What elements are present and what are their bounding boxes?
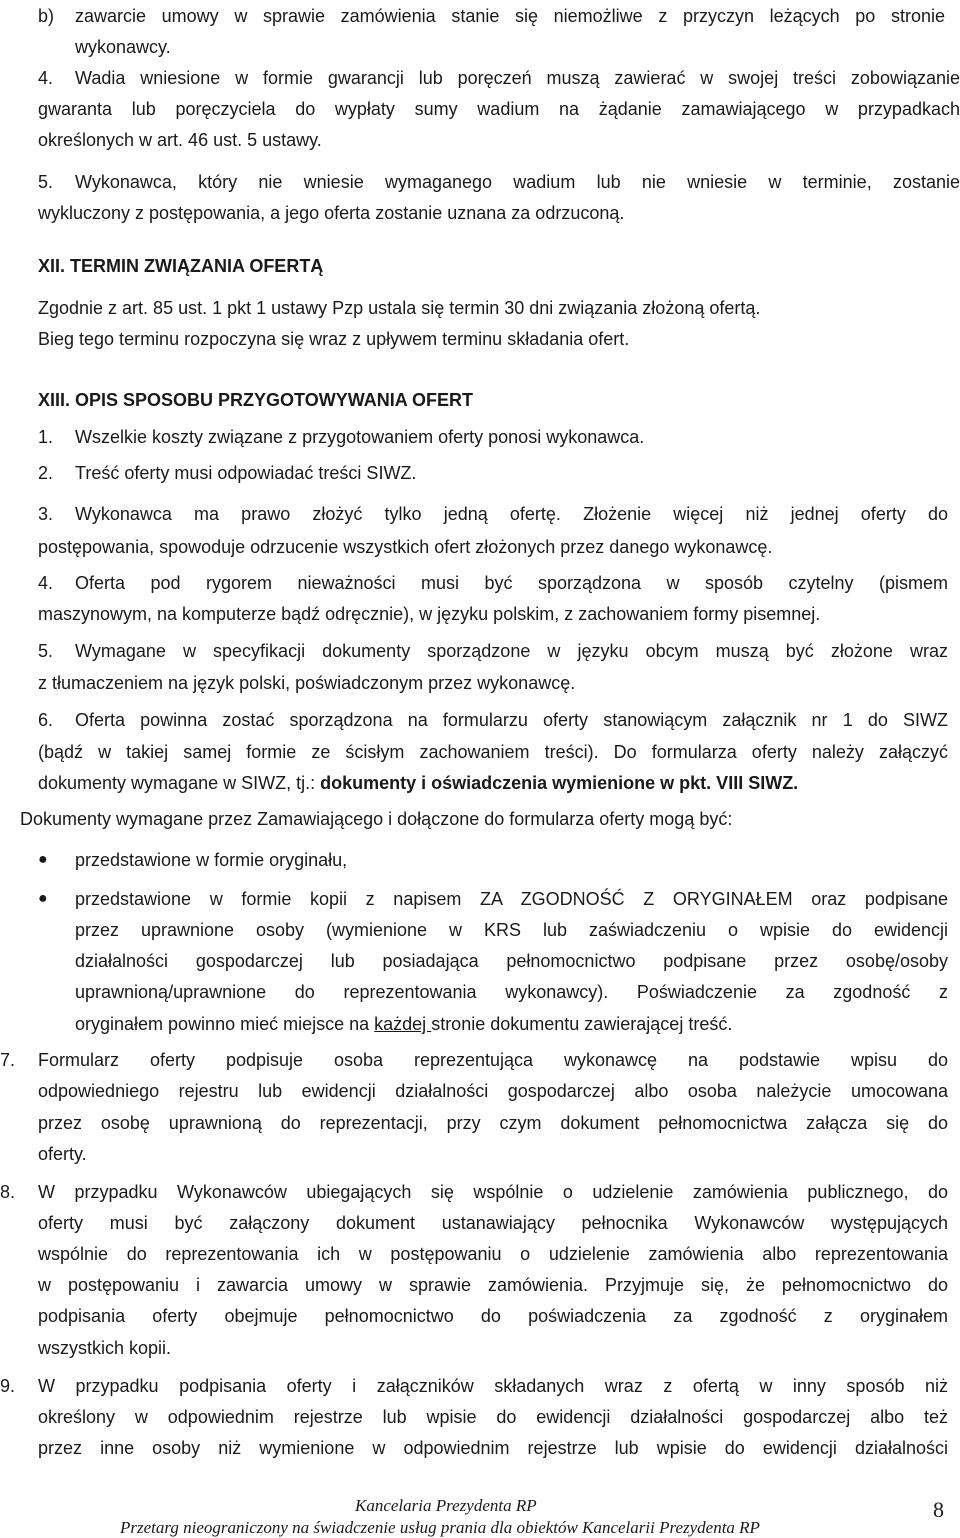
- item-number: 1.: [38, 427, 54, 447]
- text-line: odpowiedniego rejestru lub ewidencji działalności gospodarczej albo osoba należycie umocowana: [38, 1081, 948, 1101]
- footer-tender-title: Przetarg nieograniczony na świadczenie usług prania dla obiektów Kancelarii Prezydenta RP: [120, 1518, 760, 1537]
- text-line: Oferta powinna zostać sporządzona na formularzu oferty stanowiącym załącznik nr 1 do SIWZ: [75, 710, 948, 730]
- text-line: W przypadku Wykonawców ubiegających się wspólnie o udzielenie zamówienia publicznego, do: [38, 1182, 948, 1202]
- text-line: zawarcie umowy w sprawie zamówienia stanie się niemożliwe z przyczyn leżących po stronie: [75, 6, 945, 26]
- text-line: działalności gospodarczej lub posiadająca pełnomocnictwo podpisane przez osobę/osoby: [75, 951, 948, 971]
- item-number: 4.: [38, 573, 54, 593]
- text-run: dokumenty wymagane w SIWZ, tj.:: [38, 773, 321, 793]
- text-line: maszynowym, na komputerze bądź odręcznie), w języku polskim, z zachowaniem formy pisemnej.: [38, 604, 821, 624]
- text-line: oferty.: [38, 1144, 87, 1164]
- bullet-icon: ●: [38, 890, 48, 907]
- text-line: W przypadku podpisania oferty i załączników składanych wraz z ofertą w inny sposób niż: [38, 1376, 948, 1396]
- text-line: Wszelkie koszty związane z przygotowaniem oferty ponosi wykonawca.: [75, 427, 645, 447]
- text-line: wszystkich kopii.: [38, 1338, 172, 1358]
- text-line: przedstawione w formie oryginału,: [75, 850, 348, 870]
- item-number: 9.: [0, 1376, 16, 1396]
- text-line: z tłumaczeniem na język polski, poświadczonym przez wykonawcę.: [38, 673, 576, 693]
- text-line: gwaranta lub poręczyciela do wypłaty sumy wadium na żądanie zamawiającego w przypadkach: [38, 99, 960, 119]
- item-number: 5.: [38, 641, 54, 661]
- text-line: Wykonawca ma prawo złożyć tylko jedną ofertę. Złożenie więcej niż jednej oferty do: [75, 504, 948, 524]
- text-line: podpisania oferty obejmuje pełnomocnictwo do poświadczenia za zgodność z oryginałem: [38, 1306, 948, 1326]
- text-line: wspólnie do reprezentowania ich w postępowaniu o udzielenie zamówienia albo reprezentowania: [38, 1244, 948, 1264]
- text-line: [75, 1013, 732, 1035]
- item-number: 8.: [0, 1182, 16, 1202]
- item-number: 6.: [38, 710, 54, 730]
- text-line: Zgodnie z art. 85 ust. 1 pkt 1 ustawy Pzp ustala się termin 30 dni związania złożoną ofertą.: [38, 298, 761, 318]
- text-line: [38, 772, 798, 794]
- text-line: (bądź w takiej samej formie ze ścisłym zachowaniem treści). Do formularza oferty należy załączyć: [38, 742, 948, 762]
- text-line: przez osobę uprawnioną do reprezentacji, przy czym dokument pełnomocnictwa załącza się do: [38, 1113, 948, 1133]
- underlined-word: każdej: [374, 1014, 432, 1034]
- text-line: określony w odpowiednim rejestrze lub wpisie do ewidencji działalności gospodarczej albo też: [38, 1407, 948, 1427]
- text-run: oryginałem powinno mieć miejsce na: [75, 1014, 375, 1034]
- bold-reference: dokumenty i oświadczenia wymienione w pkt. VIII SIWZ.: [320, 773, 799, 793]
- text-line: wykonawcy.: [75, 37, 171, 57]
- text-line: Wykonawca, który nie wniesie wymaganego wadium lub nie wniesie w terminie, zostanie: [75, 172, 960, 192]
- text-line: Dokumenty wymagane przez Zamawiającego i dołączone do formularza oferty mogą być:: [20, 809, 733, 829]
- bullet-icon: ●: [38, 851, 48, 868]
- item-number: 2.: [38, 463, 54, 483]
- text-line: Treść oferty musi odpowiadać treści SIWZ.: [75, 463, 417, 483]
- text-line: uprawnioną/uprawnione do reprezentowania wykonawcy). Poświadczenie za zgodność z: [75, 982, 948, 1002]
- text-line: w postępowaniu i zawarcia umowy w sprawie zamówienia. Przyjmuje się, że pełnomocnictwo do: [38, 1275, 948, 1295]
- text-line: Wadia wniesione w formie gwarancji lub poręczeń muszą zawierać w swojej treści zobowiązanie: [75, 68, 960, 88]
- item-number: 3.: [38, 504, 54, 524]
- item-number: 7.: [0, 1050, 16, 1070]
- page-number: 8: [933, 1497, 944, 1522]
- item-number: 5.: [38, 172, 54, 192]
- text-line: Formularz oferty podpisuje osoba reprezentująca wykonawcę na podstawie wpisu do: [38, 1050, 948, 1070]
- section-heading: XII. TERMIN ZWIĄZANIA OFERTĄ: [38, 256, 324, 276]
- section-heading: XIII. OPIS SPOSOBU PRZYGOTOWYWANIA OFERT: [38, 390, 474, 410]
- text-line: Bieg tego terminu rozpoczyna się wraz z upływem terminu składania ofert.: [38, 329, 630, 349]
- item-label-b: b): [38, 6, 55, 26]
- text-line: oferty musi być załączony dokument ustanawiający pełnocnika Wykonawców występujących: [38, 1213, 948, 1233]
- text-line: przedstawione w formie kopii z napisem ZA ZGODNOŚĆ Z ORYGINAŁEM oraz podpisane: [75, 889, 948, 909]
- text-run: stronie dokumentu zawierającej treść.: [431, 1014, 733, 1034]
- text-line: Oferta pod rygorem nieważności musi być sporządzona w sposób czytelny (pismem: [75, 573, 948, 593]
- text-line: określonych w art. 46 ust. 5 ustawy.: [38, 130, 322, 150]
- text-line: wykluczony z postępowania, a jego oferta zostanie uznana za odrzuconą.: [38, 203, 625, 223]
- text-line: przez uprawnione osoby (wymienione w KRS lub zaświadczeniu o wpisie do ewidencji: [75, 920, 948, 940]
- text-line: Wymagane w specyfikacji dokumenty sporządzone w języku obcym muszą być złożone wraz: [75, 641, 948, 661]
- footer-office-name: Kancelaria Prezydenta RP: [355, 1496, 537, 1515]
- text-line: przez inne osoby niż wymienione w odpowiednim rejestrze lub wpisie do ewidencji działalności: [38, 1438, 948, 1458]
- item-number: 4.: [38, 68, 54, 88]
- text-line: postępowania, spowoduje odrzucenie wszystkich ofert złożonych przez danego wykonawcę.: [38, 537, 773, 557]
